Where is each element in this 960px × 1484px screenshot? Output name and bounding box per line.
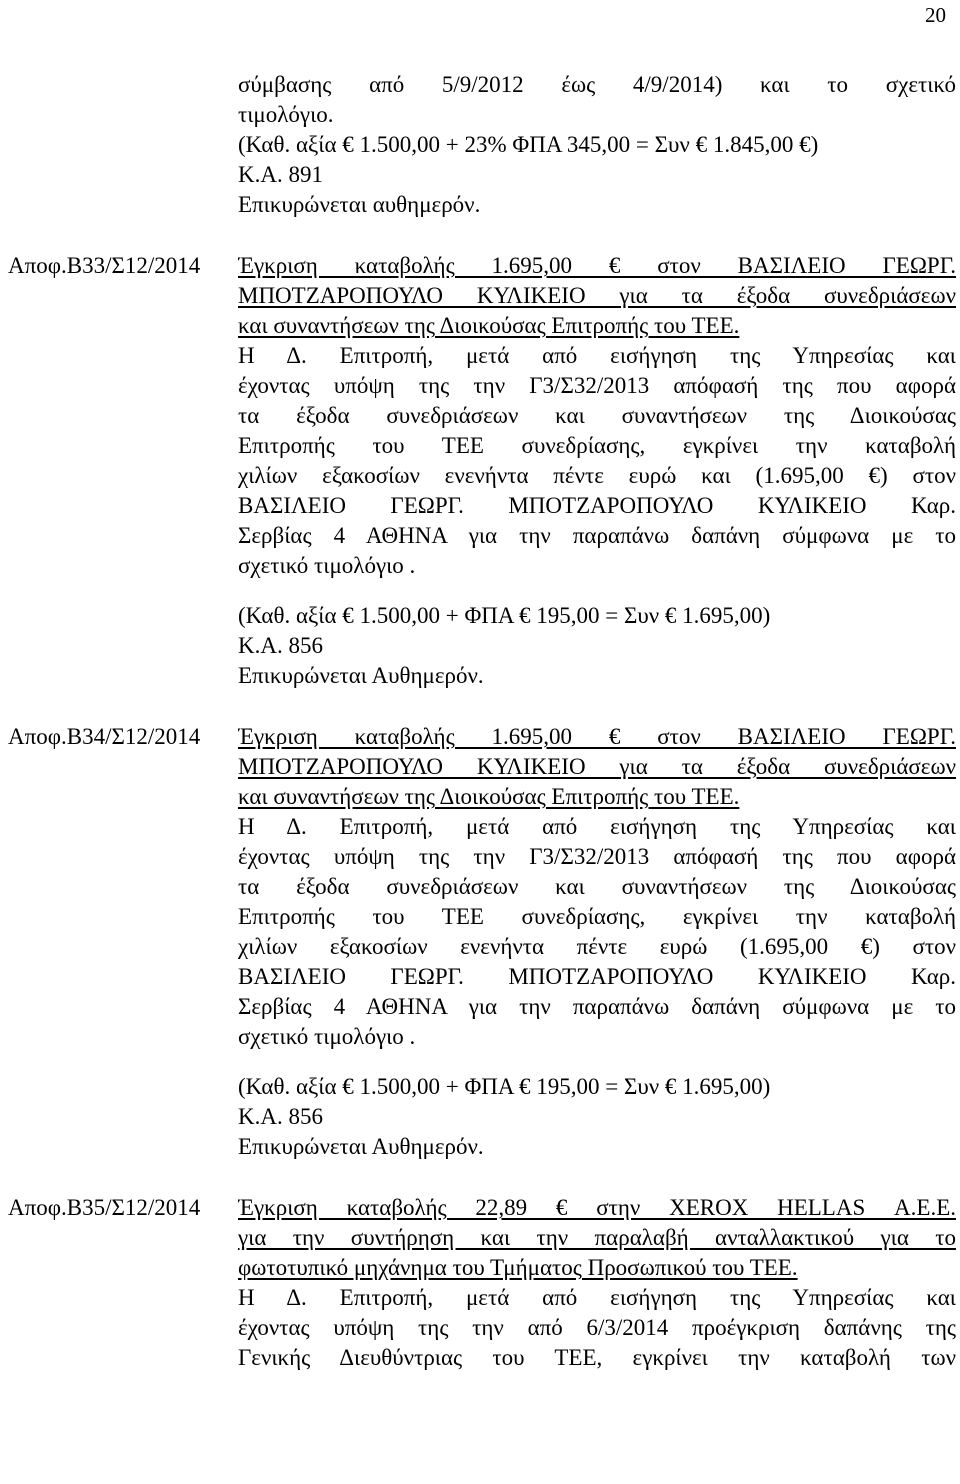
decision-body-line: έχοντας υπόψη της την Γ3/Σ32/2013 απόφασή της που αφορά: [238, 844, 956, 869]
intro-section: [0, 70, 960, 220]
decision-title-line: και συναντήσεων της Διοικούσας Επιτροπής του ΤΕΕ.: [238, 784, 740, 809]
decision-b34: [0, 722, 960, 1162]
decision-ka: Κ.Α. 856: [238, 633, 323, 658]
decision-b35: [0, 1193, 960, 1373]
decision-title-line: ΜΠΟΤΖΑΡΟΠΟΥΛΟ ΚΥΛΙΚΕΙΟ για τα έξοδα συνεδριάσεων: [238, 283, 956, 308]
decision-body-line: ΒΑΣΙΛΕΙΟ ΓΕΩΡΓ. ΜΠΟΤΖΑΡΟΠΟΥΛΟ ΚΥΛΙΚΕΙΟ Καρ.: [238, 493, 956, 518]
decision-title-line: ΜΠΟΤΖΑΡΟΠΟΥΛΟ ΚΥΛΙΚΕΙΟ για τα έξοδα συνεδριάσεων: [238, 754, 956, 779]
decision-label: Αποφ.Β33/Σ12/2014: [8, 253, 201, 278]
decision-title-line: φωτοτυπικό μηχάνημα του Τμήματος Προσωπικού του ΤΕΕ.: [238, 1255, 798, 1280]
intro-ka: Κ.Α. 891: [238, 162, 323, 187]
decision-title-line: Έγκριση καταβολής 1.695,00 € στον ΒΑΣΙΛΕΙΟ ΓΕΩΡΓ.: [238, 724, 956, 749]
decision-body-line: Σερβίας 4 ΑΘΗΝΑ για την παραπάνω δαπάνη σύμφωνα με το: [238, 994, 956, 1019]
decision-body-line: τα έξοδα συνεδριάσεων και συναντήσεων της Διοικούσας: [238, 403, 956, 428]
decision-title-line: Έγκριση καταβολής 1.695,00 € στον ΒΑΣΙΛΕΙΟ ΓΕΩΡΓ.: [238, 253, 956, 278]
decision-body-line: ΒΑΣΙΛΕΙΟ ΓΕΩΡΓ. ΜΠΟΤΖΑΡΟΠΟΥΛΟ ΚΥΛΙΚΕΙΟ Καρ.: [238, 964, 956, 989]
decision-body-line: έχοντας υπόψη της την από 6/3/2014 προέγκριση δαπάνης της: [238, 1315, 956, 1340]
decision-body-line: τα έξοδα συνεδριάσεων και συναντήσεων της Διοικούσας: [238, 874, 956, 899]
page-number: 20: [925, 3, 946, 27]
decision-ka: Κ.Α. 856: [238, 1104, 323, 1129]
decision-validated: Επικυρώνεται Αυθημερόν.: [238, 663, 484, 688]
decision-label: Αποφ.Β34/Σ12/2014: [8, 724, 201, 749]
intro-amount: (Καθ. αξία € 1.500,00 + 23% ΦΠΑ 345,00 = Συν € 1.845,00 €): [238, 132, 819, 157]
decision-body-line: Επιτροπής του ΤΕΕ συνεδρίασης, εγκρίνει την καταβολή: [238, 433, 956, 458]
decision-body-line: έχοντας υπόψη της την Γ3/Σ32/2013 απόφασή της που αφορά: [238, 373, 956, 398]
decision-body-line: Γενικής Διευθύντριας του ΤΕΕ, εγκρίνει την καταβολή των: [238, 1345, 956, 1370]
intro-line: τιμολόγιο.: [238, 102, 334, 127]
decision-body-line: χιλίων εξακοσίων ενενήντα πέντε ευρώ (1.695,00 €) στον: [238, 934, 956, 959]
decision-body-line: Η Δ. Επιτροπή, μετά από εισήγηση της Υπηρεσίας και: [238, 343, 956, 368]
decision-body-last: σχετικό τιμολόγιο .: [238, 1024, 416, 1049]
intro-line: σύμβασης από 5/9/2012 έως 4/9/2014) και το σχετικό: [238, 72, 956, 97]
decision-b33: [0, 251, 960, 691]
decision-body-line: Η Δ. Επιτροπή, μετά από εισήγηση της Υπηρεσίας και: [238, 814, 956, 839]
decision-title-line: Έγκριση καταβολής 22,89 € στην XEROX HELLAS Α.Ε.Ε.: [238, 1195, 956, 1220]
decision-body-line: Η Δ. Επιτροπή, μετά από εισήγηση της Υπηρεσίας και: [238, 1285, 956, 1310]
decision-title-line: και συναντήσεων της Διοικούσας Επιτροπής του ΤΕΕ.: [238, 313, 740, 338]
decision-body-line: Σερβίας 4 ΑΘΗΝΑ για την παραπάνω δαπάνη σύμφωνα με το: [238, 523, 956, 548]
decision-validated: Επικυρώνεται Αυθημερόν.: [238, 1134, 484, 1159]
decision-body-last: σχετικό τιμολόγιο .: [238, 553, 416, 578]
decision-body-line: Επιτροπής του ΤΕΕ συνεδρίασης, εγκρίνει την καταβολή: [238, 904, 956, 929]
decision-title-line: για την συντήρηση και την παραλαβή ανταλλακτικού για το: [238, 1225, 956, 1250]
document-body: [0, 70, 960, 1373]
decision-body-line: χιλίων εξακοσίων ενενήντα πέντε ευρώ και (1.695,00 €) στον: [238, 463, 956, 488]
intro-validated: Επικυρώνεται αυθημερόν.: [238, 192, 481, 217]
decision-amount: (Καθ. αξία € 1.500,00 + ΦΠΑ € 195,00 = Συν € 1.695,00): [238, 1074, 771, 1099]
decision-amount: (Καθ. αξία € 1.500,00 + ΦΠΑ € 195,00 = Συν € 1.695,00): [238, 603, 771, 628]
decision-label: Αποφ.Β35/Σ12/2014: [8, 1195, 201, 1220]
